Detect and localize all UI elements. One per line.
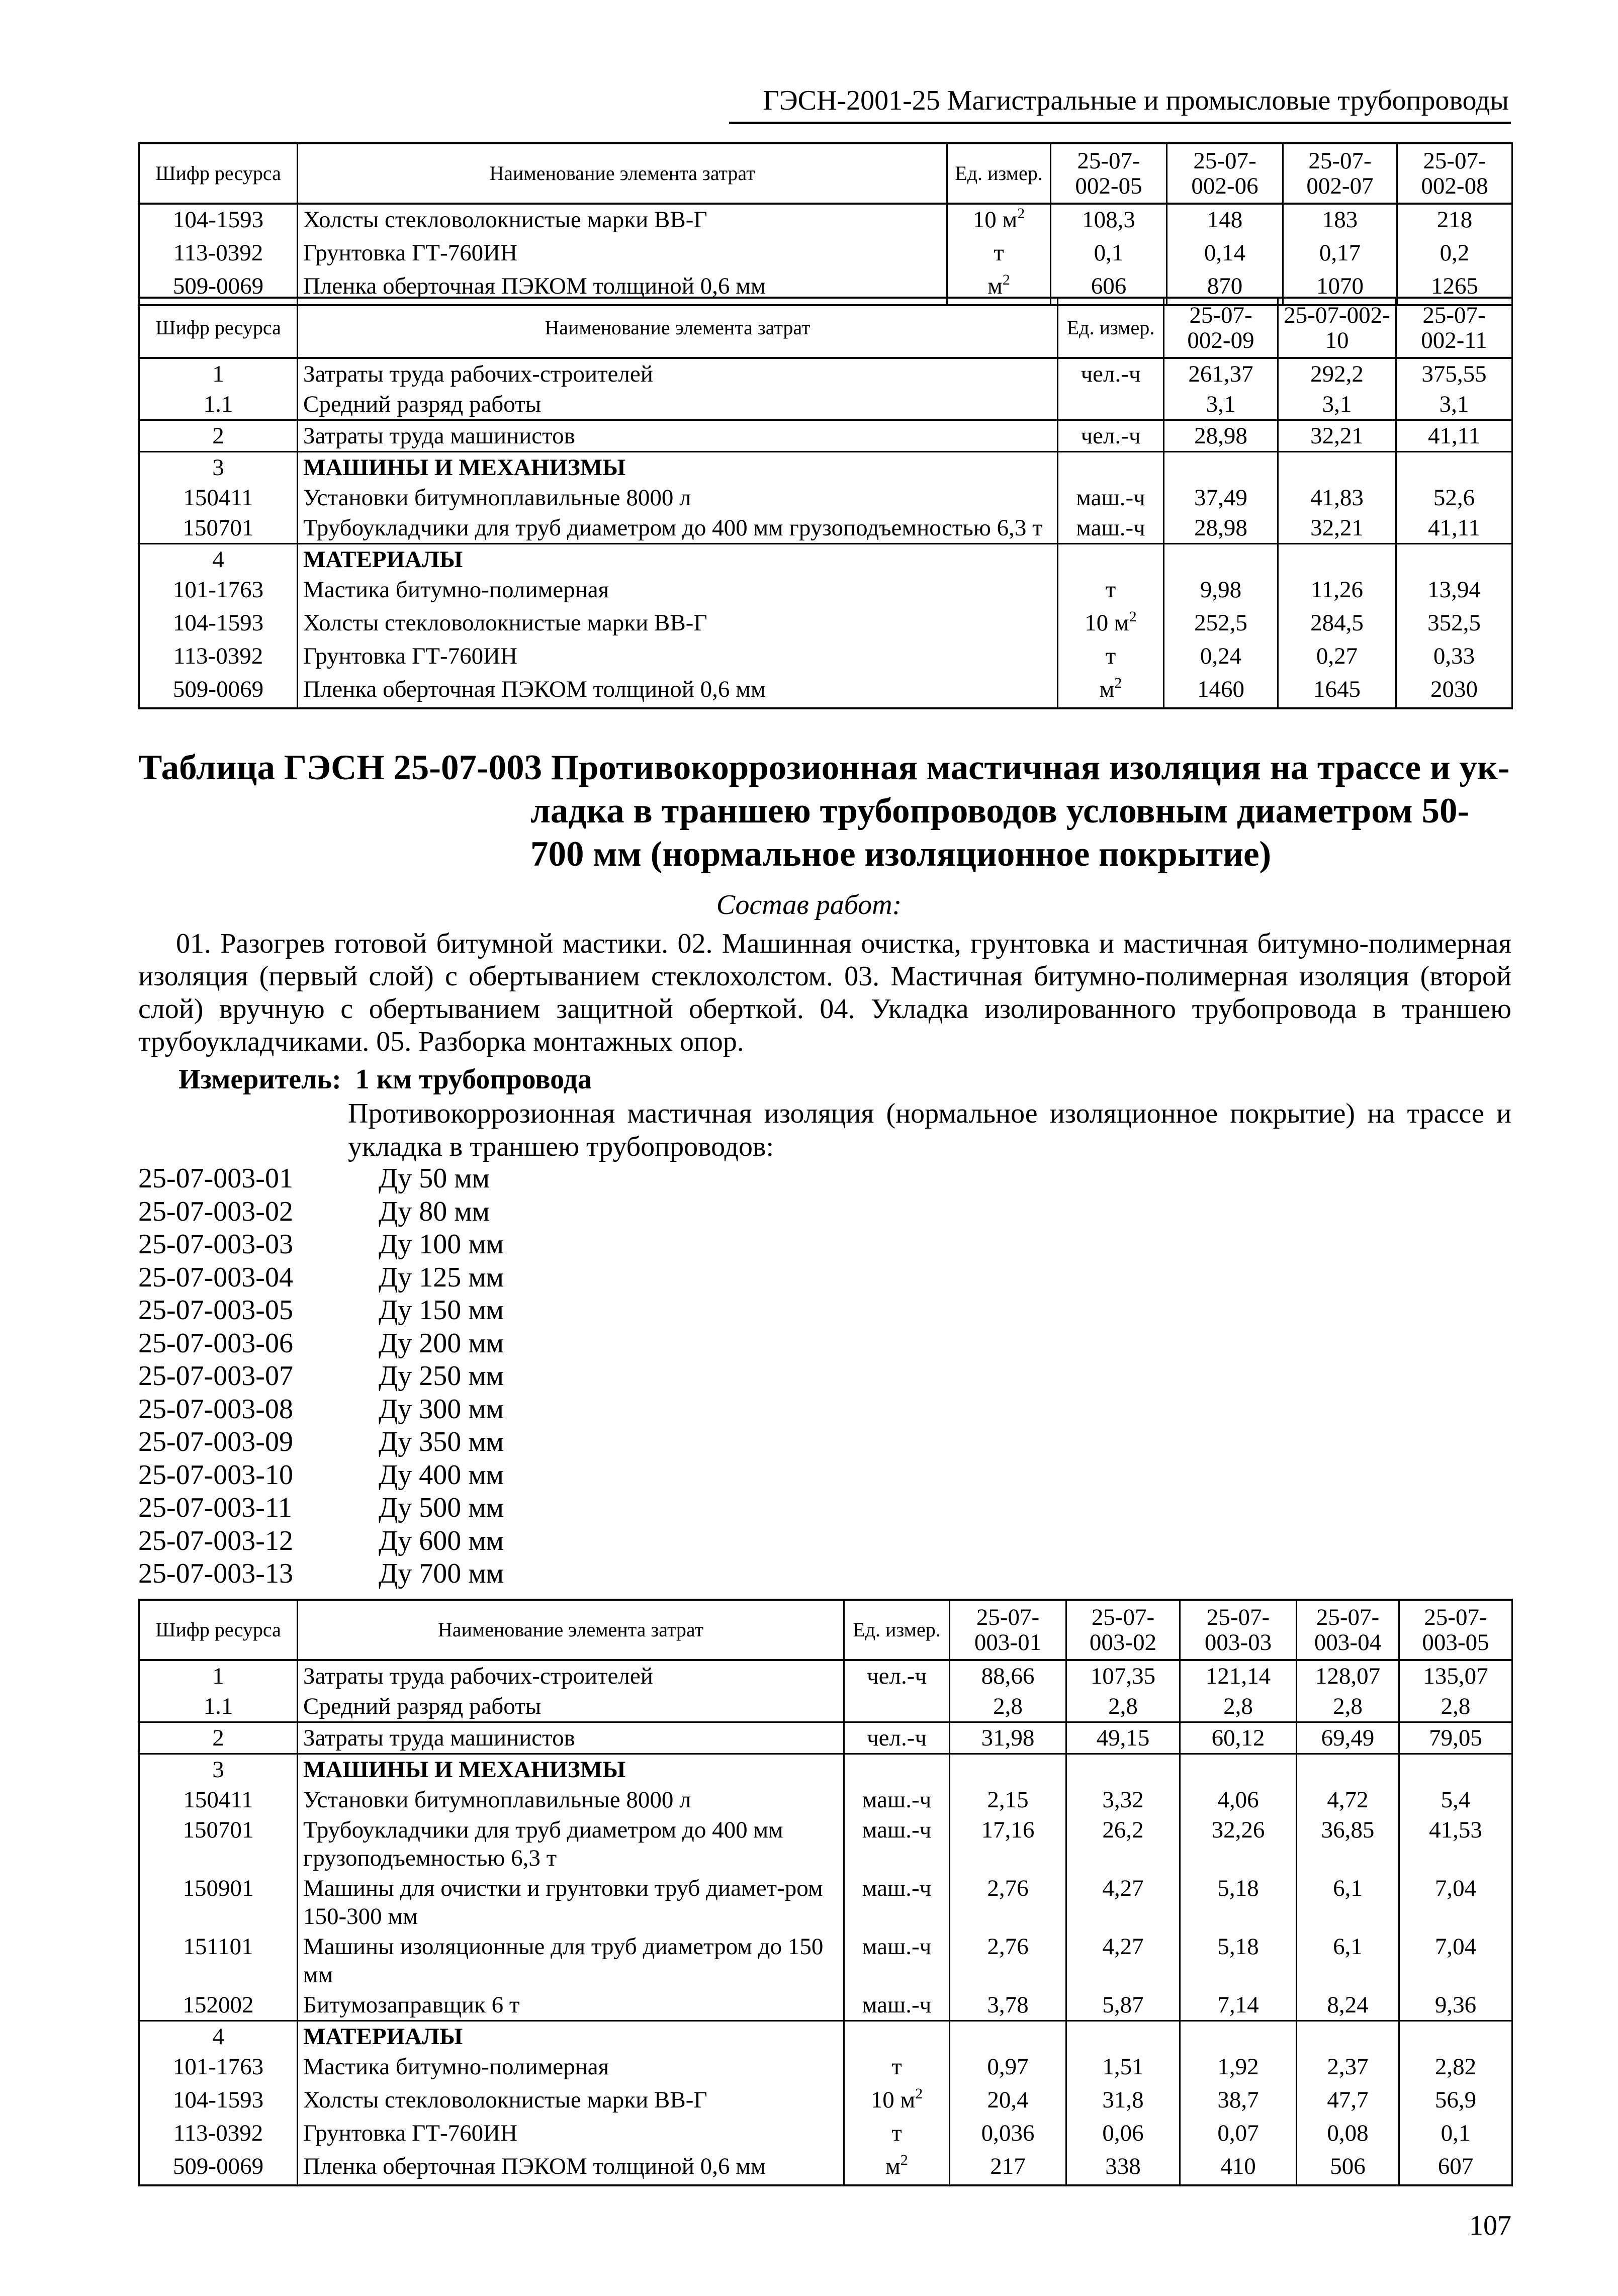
row-code: 150901 [139, 1873, 298, 1932]
row-value: 31,98 [950, 1722, 1066, 1754]
row-value: 88,66 [950, 1660, 1066, 1691]
row-value: 4,27 [1066, 1932, 1180, 1990]
row-value: 26,2 [1066, 1815, 1180, 1873]
norm-diameter: Ду 125 мм [379, 1261, 504, 1293]
table-header-row [139, 143, 1512, 204]
table-title-line: Таблица ГЭСН 25-07-003 Противокоррозионная мастичная изоляция на трассе и ук- [138, 748, 1510, 787]
row-code: 1.1 [139, 1691, 298, 1722]
row-name: Мастика битумно-полимерная [298, 2052, 844, 2085]
resource-table-002-05-08 [138, 142, 1513, 306]
header-col: 25-07-002-10 [1278, 298, 1396, 358]
row-unit: маш.-ч [1058, 483, 1164, 513]
table-row [139, 2118, 1512, 2151]
row-value: 41,83 [1278, 483, 1396, 513]
row-value: 41,53 [1399, 1815, 1512, 1873]
list-item [138, 1492, 504, 1525]
row-value: 292,2 [1278, 358, 1396, 389]
row-value: 2030 [1396, 674, 1512, 708]
row-name: Установки битумноплавильные 8000 л [298, 1785, 844, 1815]
header-col: 25-07-002-07 [1283, 143, 1397, 204]
table-header-row [139, 298, 1512, 358]
header-col: 25-07-002-11 [1396, 298, 1512, 358]
row-name: Трубоукладчики для труб диаметром до 400 мм грузоподъемностью 6,3 т [298, 1815, 844, 1873]
row-code: 113-0392 [139, 238, 298, 271]
row-unit: $м^2$ [1058, 674, 1164, 708]
row-code: 150701 [139, 513, 298, 544]
row-value: 2,15 [950, 1785, 1066, 1815]
row-value: 0,08 [1297, 2118, 1399, 2151]
section-title: МАШИНЫ И МЕХАНИЗМЫ [298, 1754, 844, 1785]
row-value: 183 [1283, 204, 1397, 238]
row-value: 410 [1180, 2151, 1297, 2185]
list-item [138, 1294, 504, 1327]
row-value: 217 [950, 2151, 1066, 2185]
row-value: 11,26 [1278, 575, 1396, 608]
row-code: 2 [139, 1722, 298, 1754]
row-code: 509-0069 [139, 271, 298, 305]
row-value: 60,12 [1180, 1722, 1297, 1754]
row-name: Мастика битумно-полимерная [298, 575, 1058, 608]
row-value: 375,55 [1396, 358, 1512, 389]
norm-diameter: Ду 200 мм [379, 1327, 504, 1359]
measure-value: 1 км трубопровода [355, 1064, 592, 1095]
row-name: Холсты стекловолокнистые марки ВВ-Г [298, 204, 947, 238]
row-code: 113-0392 [139, 2118, 298, 2151]
row-value: 0,14 [1167, 238, 1283, 271]
row-value: 606 [1051, 271, 1167, 305]
row-value: 52,6 [1396, 483, 1512, 513]
table-row [139, 1660, 1512, 1691]
header-code: Шифр ресурса [139, 143, 298, 204]
row-value: 31,8 [1066, 2085, 1180, 2118]
header-col: 25-07-002-08 [1397, 143, 1512, 204]
row-name: Холсты стекловолокнистые марки ВВ-Г [298, 608, 1058, 641]
row-value: 218 [1397, 204, 1512, 238]
row-code: 150411 [139, 1785, 298, 1815]
header-col: 25-07-003-03 [1180, 1600, 1297, 1660]
table-row [139, 358, 1512, 389]
norm-code: 25-07-003-03 [138, 1229, 293, 1260]
header-col: 25-07-002-05 [1051, 143, 1167, 204]
row-value: 3,78 [950, 1990, 1066, 2021]
work-composition-label: Состав работ: [716, 889, 902, 921]
resource-table-002-09-11 [138, 297, 1513, 709]
norm-code: 25-07-003-02 [138, 1196, 293, 1227]
row-code: 152002 [139, 1990, 298, 2021]
row-value: 7,04 [1399, 1873, 1512, 1932]
table-row [139, 1815, 1512, 1873]
row-value: 56,9 [1399, 2085, 1512, 2118]
row-value: 1645 [1278, 674, 1396, 708]
row-value: 108,3 [1051, 204, 1167, 238]
row-name: Трубоукладчики для труб диаметром до 400 мм грузоподъемностью 6,3 т [298, 513, 1058, 544]
row-unit: чел.-ч [844, 1722, 950, 1754]
norm-diameter: Ду 300 мм [379, 1393, 504, 1425]
row-value: 2,8 [1066, 1691, 1180, 1722]
row-value: 41,11 [1396, 420, 1512, 452]
norm-diameter: Ду 350 мм [379, 1426, 504, 1457]
row-name: Затраты труда рабочих-строителей [298, 358, 1058, 389]
row-value: 0,97 [950, 2052, 1066, 2085]
row-value: 8,24 [1297, 1990, 1399, 2021]
row-value: 2,76 [950, 1932, 1066, 1990]
norm-code: 25-07-003-07 [138, 1360, 293, 1392]
table-row [139, 204, 1512, 238]
row-name: Затраты труда машинистов [298, 420, 1058, 452]
row-value: 0,1 [1051, 238, 1167, 271]
row-code: 151101 [139, 1932, 298, 1990]
header-unit: Ед. измер. [947, 143, 1051, 204]
row-value: 20,4 [950, 2085, 1066, 2118]
row-name: Холсты стекловолокнистые марки ВВ-Г [298, 2085, 844, 2118]
list-item [138, 1327, 504, 1360]
norm-diameter: Ду 700 мм [379, 1558, 504, 1589]
row-value: 0,27 [1278, 641, 1396, 674]
norm-code: 25-07-003-11 [138, 1492, 292, 1523]
row-value: 338 [1066, 2151, 1180, 2185]
table-title-line: 700 мм (нормальное изоляционное покрытие) [530, 835, 1272, 874]
row-code: 104-1593 [139, 2085, 298, 2118]
section-row-materials [139, 2021, 1512, 2052]
list-item [138, 1459, 504, 1492]
row-value: 135,07 [1399, 1660, 1512, 1691]
table-row [139, 641, 1512, 674]
row-code: 150701 [139, 1815, 298, 1873]
header-col: 25-07-003-05 [1399, 1600, 1512, 1660]
row-unit: чел.-ч [1058, 358, 1164, 389]
row-value: 148 [1167, 204, 1283, 238]
row-value: 506 [1297, 2151, 1399, 2185]
row-value: 37,49 [1164, 483, 1278, 513]
row-value: 1070 [1283, 271, 1397, 305]
row-name: Пленка оберточная ПЭКОМ толщиной 0,6 мм [298, 674, 1058, 708]
row-value: 128,07 [1297, 1660, 1399, 1691]
header-col: 25-07-002-06 [1167, 143, 1283, 204]
norm-code: 25-07-003-13 [138, 1558, 293, 1589]
table-row [139, 674, 1512, 708]
row-value: 5,4 [1399, 1785, 1512, 1815]
section-row-machines [139, 1754, 1512, 1785]
running-header [729, 80, 1511, 124]
row-value: 5,18 [1180, 1873, 1297, 1932]
list-item [138, 1557, 504, 1591]
list-item [138, 1525, 504, 1558]
norm-code: 25-07-003-05 [138, 1295, 293, 1326]
table-row [139, 2052, 1512, 2085]
row-code: 509-0069 [139, 2151, 298, 2185]
row-unit: $м^2$ [947, 271, 1051, 305]
row-name: Битумозаправщик 6 т [298, 1990, 844, 2021]
row-unit: маш.-ч [844, 1873, 950, 1932]
row-value: 0,17 [1283, 238, 1397, 271]
row-unit: $м^2$ [844, 2151, 950, 2185]
list-item [138, 1162, 504, 1196]
header-name: Наименование элемента затрат [298, 143, 947, 204]
norm-diameter: Ду 400 мм [379, 1459, 504, 1491]
row-value: 2,76 [950, 1873, 1066, 1932]
row-code: 3 [139, 452, 298, 483]
row-unit: чел.-ч [844, 1660, 950, 1691]
row-name: Грунтовка ГТ-760ИН [298, 641, 1058, 674]
header-unit: Ед. измер. [1058, 298, 1164, 358]
row-value: 2,8 [950, 1691, 1066, 1722]
norm-code-list [138, 1162, 504, 1591]
row-value: 2,8 [1180, 1691, 1297, 1722]
norm-code: 25-07-003-08 [138, 1393, 293, 1425]
row-value: 41,11 [1396, 513, 1512, 544]
row-value: 0,036 [950, 2118, 1066, 2151]
row-value: 4,27 [1066, 1873, 1180, 1932]
row-unit: маш.-ч [844, 1815, 950, 1873]
table-row [139, 1722, 1512, 1754]
row-unit: маш.-ч [844, 1990, 950, 2021]
row-value: 3,1 [1396, 389, 1512, 420]
table-row [139, 238, 1512, 271]
row-value: 6,1 [1297, 1932, 1399, 1990]
row-name: Грунтовка ГТ-760ИН [298, 238, 947, 271]
row-unit: маш.-ч [844, 1785, 950, 1815]
row-value: 1460 [1164, 674, 1278, 708]
row-unit: маш.-ч [1058, 513, 1164, 544]
row-code: 509-0069 [139, 674, 298, 708]
section-title: МАТЕРИАЛЫ [298, 2021, 844, 2052]
page-number: 107 [1469, 2210, 1511, 2241]
norm-code: 25-07-003-01 [138, 1163, 293, 1194]
row-unit: 10 $м^2$ [844, 2085, 950, 2118]
row-unit: 10 $м^2$ [947, 204, 1051, 238]
row-name: Затраты труда машинистов [298, 1722, 844, 1754]
norm-code: 25-07-003-10 [138, 1459, 293, 1491]
table-row [139, 513, 1512, 544]
resource-table-003-01-05 [138, 1599, 1513, 2186]
row-unit: т [844, 2118, 950, 2151]
table-row [139, 483, 1512, 513]
header-name: Наименование элемента затрат [298, 1600, 844, 1660]
row-value: 0,06 [1066, 2118, 1180, 2151]
row-value: 261,37 [1164, 358, 1278, 389]
section-title: МАТЕРИАЛЫ [298, 544, 1058, 575]
work-operations: 01. Разогрев готовой битумной мастики. 02. Машинная очистка, грунтовка и мастичная битумно-полимерная изоляция (первый слой) с обертыванием стеклохолстом. 03. Мастичная битумно-полимерная изоляция (второй слой) вручную с обертыванием защитной оберткой. 04. Укладка изолированного трубопровода в траншею трубоукладчиками. 05. Разборка монтажных опор. [138, 928, 1511, 1057]
table-row [139, 608, 1512, 641]
list-item [138, 1228, 504, 1261]
header-col: 25-07-003-02 [1066, 1600, 1180, 1660]
running-header-text: ГЭСН-2001-25 Магистральные и промысловые трубопроводы [763, 85, 1509, 116]
norm-diameter: Ду 80 мм [379, 1196, 490, 1227]
row-name: Машины изоляционные для труб диаметром до 150 мм [298, 1932, 844, 1990]
table-row [139, 1932, 1512, 1990]
norm-code: 25-07-003-06 [138, 1327, 293, 1359]
row-value: 252,5 [1164, 608, 1278, 641]
row-name: Грунтовка ГТ-760ИН [298, 2118, 844, 2151]
row-value: 9,36 [1399, 1990, 1512, 2021]
row-value: 38,7 [1180, 2085, 1297, 2118]
row-value: 69,49 [1297, 1722, 1399, 1754]
header-unit: Ед. измер. [844, 1600, 950, 1660]
norm-diameter: Ду 600 мм [379, 1525, 504, 1556]
row-value: 1,92 [1180, 2052, 1297, 2085]
row-unit: маш.-ч [844, 1932, 950, 1990]
row-value: 3,32 [1066, 1785, 1180, 1815]
row-value: 28,98 [1164, 513, 1278, 544]
norm-diameter: Ду 100 мм [379, 1229, 504, 1260]
list-item [138, 1196, 504, 1229]
row-value: 47,7 [1297, 2085, 1399, 2118]
row-code: 2 [139, 420, 298, 452]
norm-description: Противокоррозионная мастичная изоляция (нормальное изоляционное покрытие) на трассе и укладка в траншею трубопроводов: [348, 1098, 1511, 1162]
norm-diameter: Ду 500 мм [379, 1492, 504, 1523]
row-value: 5,87 [1066, 1990, 1180, 2021]
row-code: 150411 [139, 483, 298, 513]
section-row-machines [139, 452, 1512, 483]
table-row [139, 2151, 1512, 2185]
row-value: 32,26 [1180, 1815, 1297, 1873]
table-title-line: ладка в траншею трубопроводов условным диаметром 50- [530, 791, 1470, 831]
row-code: 3 [139, 1754, 298, 1785]
row-value: 7,04 [1399, 1932, 1512, 1990]
row-unit: т [1058, 641, 1164, 674]
header-col: 25-07-003-01 [950, 1600, 1066, 1660]
norm-diameter: Ду 250 мм [379, 1360, 504, 1392]
row-unit: т [947, 238, 1051, 271]
row-code: 4 [139, 2021, 298, 2052]
norm-diameter: Ду 50 мм [379, 1163, 490, 1194]
row-value: 4,72 [1297, 1785, 1399, 1815]
measure-line [178, 1063, 592, 1095]
row-code: 1.1 [139, 389, 298, 420]
table-row [139, 389, 1512, 420]
row-unit: чел.-ч [1058, 420, 1164, 452]
row-value: 3,1 [1164, 389, 1278, 420]
row-value: 0,1 [1399, 2118, 1512, 2151]
row-value: 1265 [1397, 271, 1512, 305]
norm-diameter: Ду 150 мм [379, 1295, 504, 1326]
row-value: 0,07 [1180, 2118, 1297, 2151]
header-name: Наименование элемента затрат [298, 298, 1058, 358]
row-value: 7,14 [1180, 1990, 1297, 2021]
table-row [139, 1990, 1512, 2021]
row-value: 13,94 [1396, 575, 1512, 608]
row-value: 28,98 [1164, 420, 1278, 452]
row-value: 121,14 [1180, 1660, 1297, 1691]
row-code: 113-0392 [139, 641, 298, 674]
row-code: 101-1763 [139, 2052, 298, 2085]
row-value: 352,5 [1396, 608, 1512, 641]
table-row [139, 575, 1512, 608]
list-item [138, 1360, 504, 1393]
section-row-materials [139, 544, 1512, 575]
row-unit [844, 1691, 950, 1722]
row-unit [1058, 389, 1164, 420]
row-name: Пленка оберточная ПЭКОМ толщиной 0,6 мм [298, 2151, 844, 2185]
row-unit: 10 $м^2$ [1058, 608, 1164, 641]
norm-code: 25-07-003-04 [138, 1261, 293, 1293]
row-value: 32,21 [1278, 513, 1396, 544]
row-value: 0,24 [1164, 641, 1278, 674]
list-item [138, 1393, 504, 1426]
row-name: Средний разряд работы [298, 1691, 844, 1722]
row-value: 2,8 [1297, 1691, 1399, 1722]
row-value: 32,21 [1278, 420, 1396, 452]
row-value: 36,85 [1297, 1815, 1399, 1873]
row-value: 49,15 [1066, 1722, 1180, 1754]
row-value: 870 [1167, 271, 1283, 305]
measure-label: Измеритель: [178, 1064, 341, 1095]
row-code: 4 [139, 544, 298, 575]
row-unit: т [844, 2052, 950, 2085]
row-value: 284,5 [1278, 608, 1396, 641]
header-code: Шифр ресурса [139, 1600, 298, 1660]
row-value: 2,8 [1399, 1691, 1512, 1722]
list-item [138, 1261, 504, 1295]
header-code: Шифр ресурса [139, 298, 298, 358]
row-code: 104-1593 [139, 204, 298, 238]
header-col: 25-07-002-09 [1164, 298, 1278, 358]
row-code: 104-1593 [139, 608, 298, 641]
row-value: 6,1 [1297, 1873, 1399, 1932]
row-value: 607 [1399, 2151, 1512, 2185]
row-code: 101-1763 [139, 575, 298, 608]
row-name: Пленка оберточная ПЭКОМ толщиной 0,6 мм [298, 271, 947, 305]
table-row [139, 2085, 1512, 2118]
row-value: 2,37 [1297, 2052, 1399, 2085]
row-value: 3,1 [1278, 389, 1396, 420]
norm-code: 25-07-003-09 [138, 1426, 293, 1457]
header-col: 25-07-003-04 [1297, 1600, 1399, 1660]
row-value: 2,82 [1399, 2052, 1512, 2085]
row-name: Затраты труда рабочих-строителей [298, 1660, 844, 1691]
section-title: МАШИНЫ И МЕХАНИЗМЫ [298, 452, 1058, 483]
row-name: Установки битумноплавильные 8000 л [298, 483, 1058, 513]
row-value: 0,33 [1396, 641, 1512, 674]
row-value: 17,16 [950, 1815, 1066, 1873]
row-code: 1 [139, 358, 298, 389]
table-row [139, 1691, 1512, 1722]
table-header-row [139, 1600, 1512, 1660]
row-value: 9,98 [1164, 575, 1278, 608]
table-row [139, 1785, 1512, 1815]
row-name: Средний разряд работы [298, 389, 1058, 420]
row-value: 107,35 [1066, 1660, 1180, 1691]
row-value: 5,18 [1180, 1932, 1297, 1990]
row-value: 79,05 [1399, 1722, 1512, 1754]
row-name: Машины для очистки и грунтовки труб диамет-ром 150-300 мм [298, 1873, 844, 1932]
row-value: 4,06 [1180, 1785, 1297, 1815]
row-code: 1 [139, 1660, 298, 1691]
row-unit: т [1058, 575, 1164, 608]
table-row [139, 420, 1512, 452]
list-item [138, 1426, 504, 1459]
table-row [139, 1873, 1512, 1932]
row-value: 0,2 [1397, 238, 1512, 271]
norm-code: 25-07-003-12 [138, 1525, 293, 1556]
row-value: 1,51 [1066, 2052, 1180, 2085]
